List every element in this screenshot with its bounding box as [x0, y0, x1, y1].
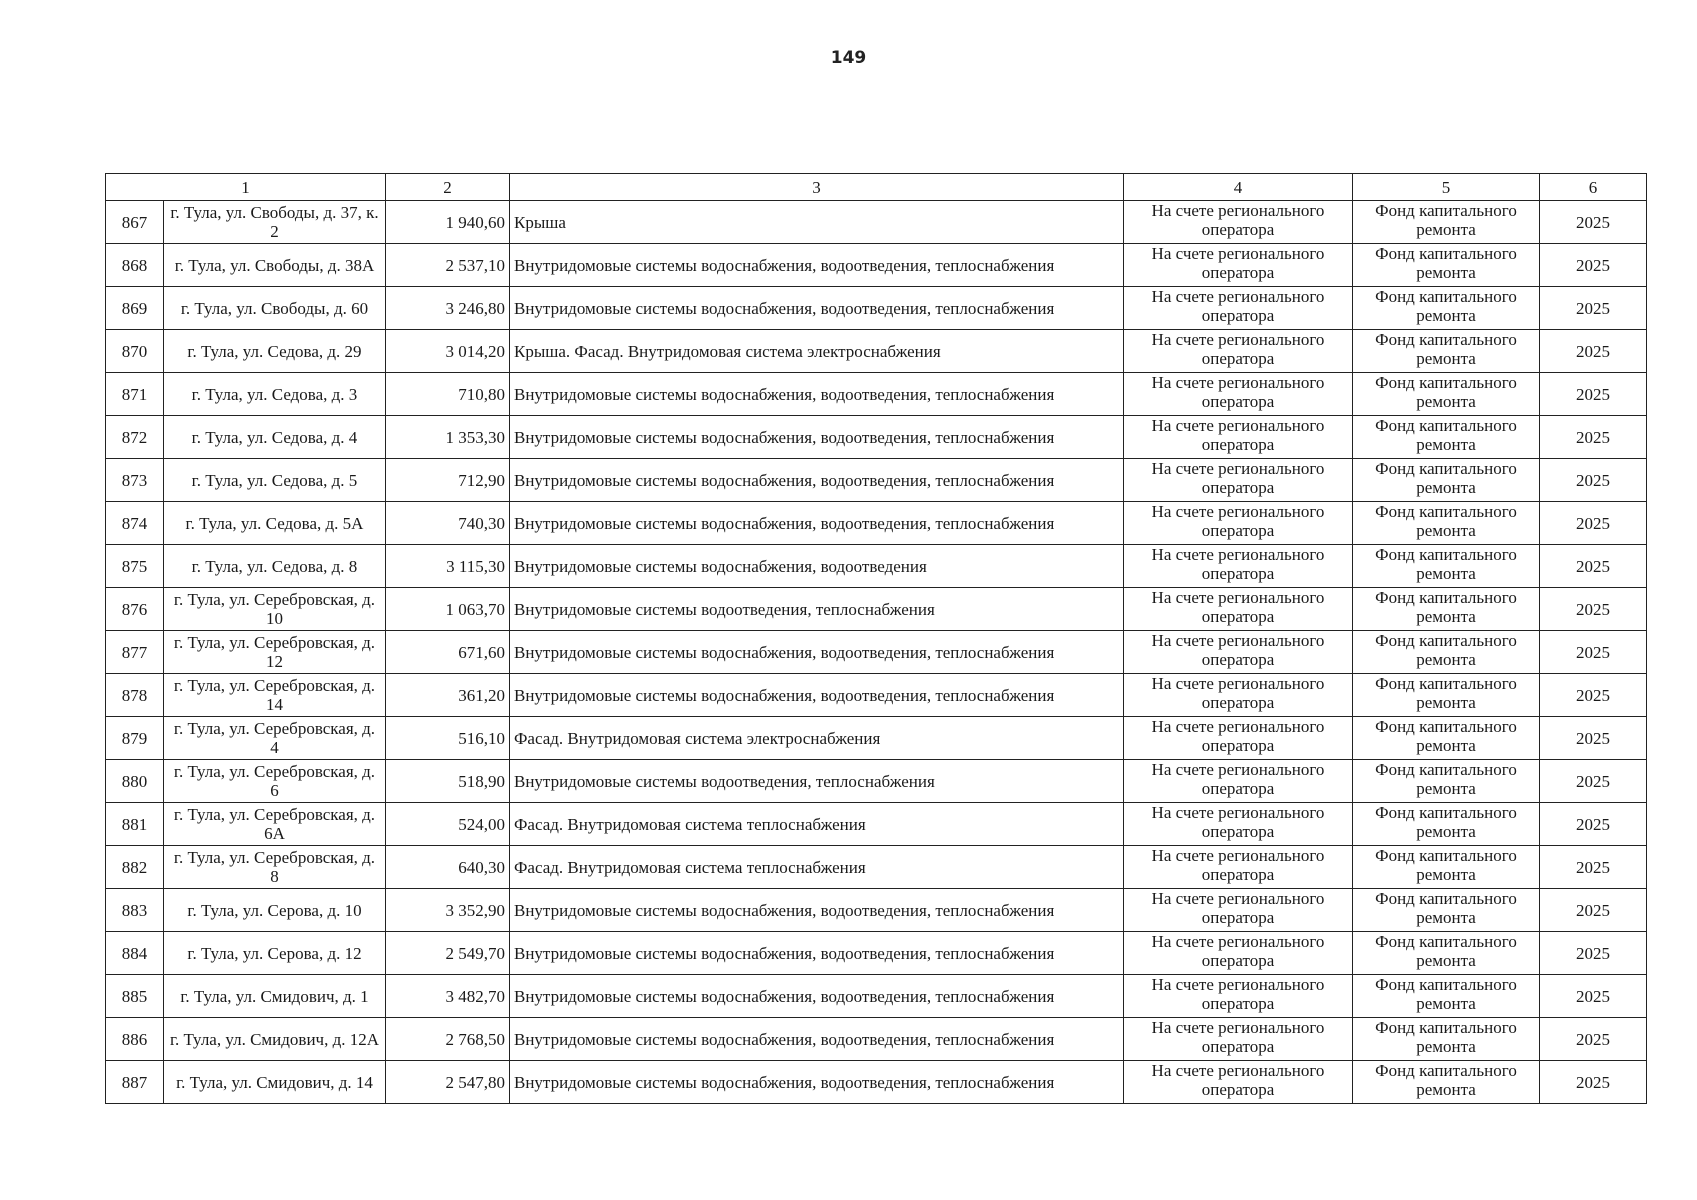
building-area: 361,20: [386, 674, 510, 717]
planned-year: 2025: [1540, 975, 1647, 1018]
building-address: г. Тула, ул. Седова, д. 4: [164, 416, 386, 459]
table-row: [106, 631, 1647, 674]
table-row: [106, 975, 1647, 1018]
building-area: 518,90: [386, 760, 510, 803]
page-number: 149: [830, 48, 867, 68]
planned-year: 2025: [1540, 373, 1647, 416]
building-address: г. Тула, ул. Смидович, д. 12А: [164, 1018, 386, 1061]
building-area: 1 063,70: [386, 588, 510, 631]
planned-year: 2025: [1540, 502, 1647, 545]
building-area: 671,60: [386, 631, 510, 674]
row-number: 868: [106, 244, 164, 287]
building-address: г. Тула, ул. Седова, д. 5: [164, 459, 386, 502]
fund-account: На счете регионального оператора: [1124, 975, 1353, 1018]
table-row: [106, 416, 1647, 459]
building-address: г. Тула, ул. Смидович, д. 14: [164, 1061, 386, 1104]
repair-works: Внутридомовые системы водоотведения, теплоснабжения: [510, 588, 1124, 631]
building-address: г. Тула, ул. Свободы, д. 37, к. 2: [164, 201, 386, 244]
funding-source: Фонд капитального ремонта: [1353, 244, 1540, 287]
building-address: г. Тула, ул. Седова, д. 8: [164, 545, 386, 588]
fund-account: На счете регионального оператора: [1124, 330, 1353, 373]
building-address: г. Тула, ул. Серебровская, д. 6А: [164, 803, 386, 846]
row-number: 874: [106, 502, 164, 545]
building-area: 2 547,80: [386, 1061, 510, 1104]
row-number: 884: [106, 932, 164, 975]
row-number: 867: [106, 201, 164, 244]
funding-source: Фонд капитального ремонта: [1353, 1018, 1540, 1061]
planned-year: 2025: [1540, 588, 1647, 631]
column-header-2: 2: [386, 174, 510, 201]
table-row: [106, 932, 1647, 975]
funding-source: Фонд капитального ремонта: [1353, 287, 1540, 330]
planned-year: 2025: [1540, 889, 1647, 932]
planned-year: 2025: [1540, 717, 1647, 760]
planned-year: 2025: [1540, 330, 1647, 373]
building-area: 516,10: [386, 717, 510, 760]
fund-account: На счете регионального оператора: [1124, 932, 1353, 975]
funding-source: Фонд капитального ремонта: [1353, 545, 1540, 588]
row-number: 881: [106, 803, 164, 846]
row-number: 871: [106, 373, 164, 416]
repair-works: Внутридомовые системы водоснабжения, водоотведения, теплоснабжения: [510, 932, 1124, 975]
fund-account: На счете регионального оператора: [1124, 373, 1353, 416]
fund-account: На счете регионального оператора: [1124, 287, 1353, 330]
funding-source: Фонд капитального ремонта: [1353, 502, 1540, 545]
table-row: [106, 1061, 1647, 1104]
funding-source: Фонд капитального ремонта: [1353, 416, 1540, 459]
planned-year: 2025: [1540, 459, 1647, 502]
building-address: г. Тула, ул. Серебровская, д. 4: [164, 717, 386, 760]
building-address: г. Тула, ул. Седова, д. 5А: [164, 502, 386, 545]
building-area: 2 537,10: [386, 244, 510, 287]
building-address: г. Тула, ул. Свободы, д. 60: [164, 287, 386, 330]
funding-source: Фонд капитального ремонта: [1353, 760, 1540, 803]
building-address: г. Тула, ул. Серебровская, д. 14: [164, 674, 386, 717]
planned-year: 2025: [1540, 803, 1647, 846]
funding-source: Фонд капитального ремонта: [1353, 373, 1540, 416]
capital-repair-table: [105, 173, 1647, 1104]
row-number: 873: [106, 459, 164, 502]
fund-account: На счете регионального оператора: [1124, 803, 1353, 846]
building-area: 2 549,70: [386, 932, 510, 975]
table-row: [106, 502, 1647, 545]
planned-year: 2025: [1540, 201, 1647, 244]
repair-works: Фасад. Внутридомовая система теплоснабжения: [510, 846, 1124, 889]
fund-account: На счете регионального оператора: [1124, 244, 1353, 287]
row-number: 878: [106, 674, 164, 717]
repair-works: Внутридомовые системы водоснабжения, водоотведения, теплоснабжения: [510, 373, 1124, 416]
funding-source: Фонд капитального ремонта: [1353, 631, 1540, 674]
building-address: г. Тула, ул. Серебровская, д. 12: [164, 631, 386, 674]
fund-account: На счете регионального оператора: [1124, 1018, 1353, 1061]
funding-source: Фонд капитального ремонта: [1353, 201, 1540, 244]
fund-account: На счете регионального оператора: [1124, 717, 1353, 760]
repair-works: Внутридомовые системы водоснабжения, водоотведения, теплоснабжения: [510, 416, 1124, 459]
funding-source: Фонд капитального ремонта: [1353, 459, 1540, 502]
row-number: 872: [106, 416, 164, 459]
funding-source: Фонд капитального ремонта: [1353, 330, 1540, 373]
repair-works: Внутридомовые системы водоснабжения, водоотведения, теплоснабжения: [510, 889, 1124, 932]
table-row: [106, 803, 1647, 846]
repair-works: Крыша. Фасад. Внутридомовая система электроснабжения: [510, 330, 1124, 373]
planned-year: 2025: [1540, 1018, 1647, 1061]
fund-account: На счете регионального оператора: [1124, 416, 1353, 459]
row-number: 869: [106, 287, 164, 330]
planned-year: 2025: [1540, 416, 1647, 459]
fund-account: На счете регионального оператора: [1124, 545, 1353, 588]
fund-account: На счете регионального оператора: [1124, 1061, 1353, 1104]
fund-account: На счете регионального оператора: [1124, 201, 1353, 244]
funding-source: Фонд капитального ремонта: [1353, 588, 1540, 631]
fund-account: На счете регионального оператора: [1124, 846, 1353, 889]
building-area: 712,90: [386, 459, 510, 502]
repair-works: Внутридомовые системы водоснабжения, водоотведения, теплоснабжения: [510, 1061, 1124, 1104]
table-row: [106, 287, 1647, 330]
funding-source: Фонд капитального ремонта: [1353, 932, 1540, 975]
table-row: [106, 846, 1647, 889]
repair-works: Фасад. Внутридомовая система теплоснабжения: [510, 803, 1124, 846]
building-address: г. Тула, ул. Седова, д. 3: [164, 373, 386, 416]
column-number-row: [106, 174, 1647, 201]
column-header-4: 4: [1124, 174, 1353, 201]
building-area: 524,00: [386, 803, 510, 846]
repair-works: Внутридомовые системы водоотведения, теплоснабжения: [510, 760, 1124, 803]
column-header-3: 3: [510, 174, 1124, 201]
building-area: 1 353,30: [386, 416, 510, 459]
funding-source: Фонд капитального ремонта: [1353, 674, 1540, 717]
table-row: [106, 201, 1647, 244]
row-number: 887: [106, 1061, 164, 1104]
building-area: 640,30: [386, 846, 510, 889]
repair-works: Внутридомовые системы водоснабжения, водоотведения, теплоснабжения: [510, 1018, 1124, 1061]
building-area: 3 246,80: [386, 287, 510, 330]
building-area: 2 768,50: [386, 1018, 510, 1061]
table-row: [106, 244, 1647, 287]
row-number: 886: [106, 1018, 164, 1061]
repair-works: Внутридомовые системы водоснабжения, водоотведения, теплоснабжения: [510, 502, 1124, 545]
row-number: 882: [106, 846, 164, 889]
fund-account: На счете регионального оператора: [1124, 631, 1353, 674]
row-number: 875: [106, 545, 164, 588]
column-header-5: 5: [1353, 174, 1540, 201]
table-row: [106, 459, 1647, 502]
building-address: г. Тула, ул. Серова, д. 12: [164, 932, 386, 975]
building-area: 3 014,20: [386, 330, 510, 373]
building-area: 710,80: [386, 373, 510, 416]
fund-account: На счете регионального оператора: [1124, 889, 1353, 932]
planned-year: 2025: [1540, 631, 1647, 674]
column-header-6: 6: [1540, 174, 1647, 201]
building-address: г. Тула, ул. Серебровская, д. 6: [164, 760, 386, 803]
building-address: г. Тула, ул. Свободы, д. 38А: [164, 244, 386, 287]
planned-year: 2025: [1540, 846, 1647, 889]
table-row: [106, 1018, 1647, 1061]
row-number: 880: [106, 760, 164, 803]
planned-year: 2025: [1540, 244, 1647, 287]
row-number: 879: [106, 717, 164, 760]
repair-works: Внутридомовые системы водоснабжения, водоотведения, теплоснабжения: [510, 287, 1124, 330]
building-address: г. Тула, ул. Смидович, д. 1: [164, 975, 386, 1018]
building-address: г. Тула, ул. Седова, д. 29: [164, 330, 386, 373]
row-number: 876: [106, 588, 164, 631]
building-address: г. Тула, ул. Серова, д. 10: [164, 889, 386, 932]
repair-works: Внутридомовые системы водоснабжения, водоотведения, теплоснабжения: [510, 459, 1124, 502]
building-area: 3 352,90: [386, 889, 510, 932]
table-row: [106, 330, 1647, 373]
building-address: г. Тула, ул. Серебровская, д. 8: [164, 846, 386, 889]
planned-year: 2025: [1540, 545, 1647, 588]
fund-account: На счете регионального оператора: [1124, 459, 1353, 502]
funding-source: Фонд капитального ремонта: [1353, 1061, 1540, 1104]
row-number: 877: [106, 631, 164, 674]
funding-source: Фонд капитального ремонта: [1353, 717, 1540, 760]
planned-year: 2025: [1540, 760, 1647, 803]
repair-works: Внутридомовые системы водоснабжения, водоотведения: [510, 545, 1124, 588]
building-address: г. Тула, ул. Серебровская, д. 10: [164, 588, 386, 631]
table-row: [106, 373, 1647, 416]
funding-source: Фонд капитального ремонта: [1353, 803, 1540, 846]
repair-works: Внутридомовые системы водоснабжения, водоотведения, теплоснабжения: [510, 244, 1124, 287]
column-header-1: 1: [106, 174, 386, 201]
table-row: [106, 889, 1647, 932]
row-number: 885: [106, 975, 164, 1018]
planned-year: 2025: [1540, 1061, 1647, 1104]
building-area: 3 115,30: [386, 545, 510, 588]
table-row: [106, 674, 1647, 717]
row-number: 883: [106, 889, 164, 932]
building-area: 1 940,60: [386, 201, 510, 244]
funding-source: Фонд капитального ремонта: [1353, 846, 1540, 889]
building-area: 3 482,70: [386, 975, 510, 1018]
row-number: 870: [106, 330, 164, 373]
table-row: [106, 545, 1647, 588]
fund-account: На счете регионального оператора: [1124, 760, 1353, 803]
repair-works: Внутридомовые системы водоснабжения, водоотведения, теплоснабжения: [510, 631, 1124, 674]
repair-works: Фасад. Внутридомовая система электроснабжения: [510, 717, 1124, 760]
repair-works: Внутридомовые системы водоснабжения, водоотведения, теплоснабжения: [510, 674, 1124, 717]
planned-year: 2025: [1540, 674, 1647, 717]
table-row: [106, 760, 1647, 803]
fund-account: На счете регионального оператора: [1124, 502, 1353, 545]
table-row: [106, 717, 1647, 760]
fund-account: На счете регионального оператора: [1124, 674, 1353, 717]
funding-source: Фонд капитального ремонта: [1353, 975, 1540, 1018]
funding-source: Фонд капитального ремонта: [1353, 889, 1540, 932]
fund-account: На счете регионального оператора: [1124, 588, 1353, 631]
building-area: 740,30: [386, 502, 510, 545]
planned-year: 2025: [1540, 287, 1647, 330]
repair-works: Крыша: [510, 201, 1124, 244]
table-row: [106, 588, 1647, 631]
repair-works: Внутридомовые системы водоснабжения, водоотведения, теплоснабжения: [510, 975, 1124, 1018]
planned-year: 2025: [1540, 932, 1647, 975]
